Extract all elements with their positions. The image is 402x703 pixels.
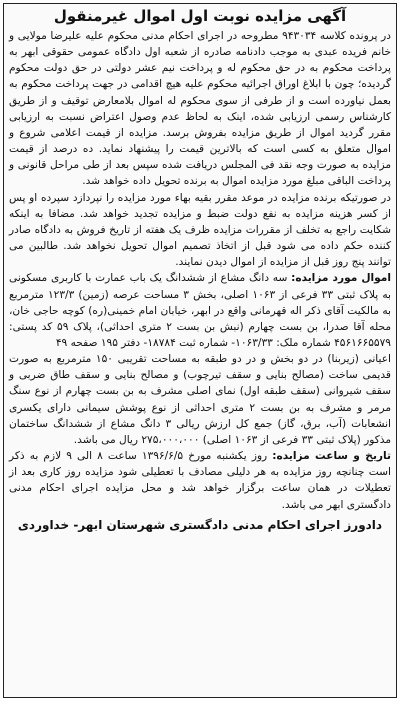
building-description: اعیانی (زیربنا) در دو بخش و در دو طبقه به مساحت تقریبی ۱۵۰ مترمربع به صورت قدیمی ساخت (مصالح بنایی و سقف تیرچوب) و مصالح بنایی و سقف طاق ضربی و سقف شیروانی (سقف طبقه اول) نمای اصلی مشرف به بن بست چهارم از نوع سنگ مرمر و مشرف به بن بست ۲ متری احداثی از نوع پوشش سیمانی دارای یکسری انشعابات (آب، برق، گاز) جمع کل ارزش ریالی ۳ دانگ مشاع از ششدانگ ساختمان مذکور (پلاک ثبتی ۳۳ فرعی از ۱۰۶۳ اصلی) ۲۷۵،۰۰۰،۰۰۰ ریال می باشد. [9,353,392,446]
property-label: اموال مورد مزایده: [291,272,391,285]
auction-notice [3,3,397,698]
property-text: سه دانگ مشاع از ششدانگ یک باب عمارت با کاربری مسکونی به پلاک ثبتی ۳۳ فرعی از ۱۰۶۳ اصلی، بخش ۳ مساحت عرصه (زمین) ۱۲۳/۳ مترمربع به مالکیت آقای ذکر اله قهرمانی واقع در ابهر، خیابان امام خمینی(ره) کوچه حاجی خان، محله آقا صدرا، بن بست چهارم (نبش بن بست ۲ متری احداثی)، پلاک ۵۹ کد پستی: ۴۵۶۱۶۶۵۵۷۹ شماره ملک: ۱۰۶۳/۳۳- شماره ثبت ۱۸۷۸۴- دفتر ۱۹۵ صفحه ۴۹ [9,272,391,349]
notice-title: آگهی مزایده نوبت اول اموال غیرمنقول [53,7,347,25]
notice-paragraph-terms: در صورتیکه برنده مزایده در موعد مقرر بقیه بهاء مورد مزایده را نپردازد سپرده او پس از کسر هزینه مزایده به نفع دولت ضبط و مزایده تجدید خواهد شد. مضافا به اینکه شکایت راجع به تخلف از مقررات مزایده ظرف یک هفته از تاریخ فروش به دادگاه صادر کننده حکم داده می شود قبل از اتخاذ تصمیم اموال تحویل نخواهد شد. طالبین می توانند پنج روز قبل از مزایده از اموال دیدن نمایند. [9,191,391,269]
notice-signature: دادورز اجرای احکام مدنی دادگستری شهرستان ابهر- خداوردی [17,517,383,532]
notice-paragraph-intro: در پرونده کلاسه ۹۴۳۰۳۴ مطروحه در اجرای احکام مدنی محکوم علیه علیرضا مولایی و خانم فریده عبدی به موجب دادنامه صادره از شعبه اول دادگاه عمومی حقوقی ابهر به پرداخت محکوم به در حق محکوم له و پرداخت نیم عشر دولتی در حق دولت محکوم گردیده؛ چون با ابلاغ اوراق اجرائیه محکوم علیه هیچ اقدامی در جهت پرداخت محکوم به بعمل نیاورده است و از طرفی از سوی محکوم له اموال بلامعارض توقیف و از طریق کارشناس رسمی ارزیابی شده، اینک به لحاظ عدم وصول اعتراض نسبت به ارزیابی مقرر گردید اموال از طریق مزایده بفروش برسد. مزایده از قیمت اعلامی شروع و اموال متعلق به کسی است که بالاترین قیمت را پیشنهاد نماید. ده درصد از قیمت مزایده به صورت وجه نقد فی المجلس دریافت شده سپس بعد از طی مراحل قانونی و پرداخت الباقی مبلغ مورد مزایده اموال به برنده تحویل داده خواهد شد. [9,30,391,188]
auction-date-section [9,448,391,513]
auction-date-label: تاریخ و ساعت مزایده: [272,450,391,463]
auction-date-text: روز یکشنبه مورخ ۱۳۹۶/۶/۵ ساعت ۸ الی ۹ لازم به ذکر است چنانچه روز مزایده به هر دلیلی مصادف با تعطیلی شود مزایده روز کاری بعد از تعطیلات در همان ساعت برگزار خواهد شد و محل مزایده اجرای احکام مدنی دادگستری ابهر می باشد. [9,450,391,511]
property-description [9,270,391,351]
